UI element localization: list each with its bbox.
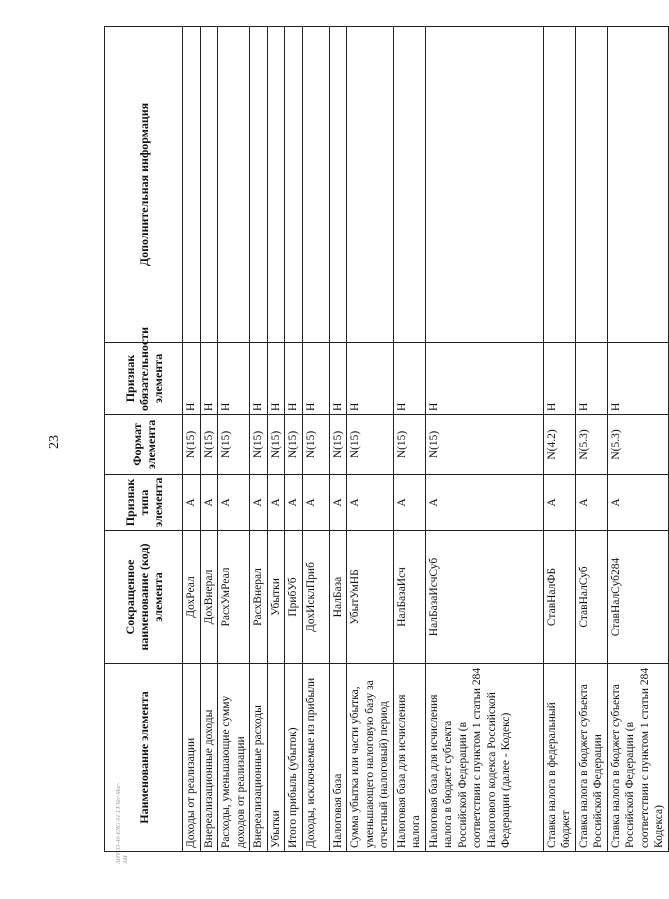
table-header-row: [105, 27, 183, 852]
table-row: [425, 27, 543, 852]
cell-format: N(15): [183, 415, 201, 475]
cell-element-name: Налоговая база: [329, 664, 347, 852]
cell-element-name: Налоговая база для исчисления налога: [393, 664, 425, 852]
cell-type-flag: А: [302, 475, 329, 531]
cell-additional-info: [347, 27, 394, 343]
cell-element-name: Расходы, уменьшающие сумму доходов от реализации: [218, 664, 250, 852]
table-row: [347, 27, 394, 852]
header-type-flag: Признак типа элемента: [105, 475, 183, 531]
cell-short-code: НалБазаИсчСуб: [425, 531, 543, 664]
cell-type-flag: А: [575, 475, 607, 531]
cell-additional-info: [200, 27, 218, 343]
cell-short-code: НалБаза: [329, 531, 347, 664]
cell-required-flag: Н: [607, 343, 668, 415]
cell-additional-info: [267, 27, 285, 343]
cell-format: N(4.2): [543, 415, 575, 475]
table-row: [183, 27, 201, 852]
table-row: [543, 27, 575, 852]
cell-type-flag: А: [183, 475, 201, 531]
cell-element-name: Убытки: [267, 664, 285, 852]
table-row: [200, 27, 218, 852]
cell-format: N(15): [393, 415, 425, 475]
page-number: 23: [47, 435, 62, 449]
cell-type-flag: А: [347, 475, 394, 531]
cell-required-flag: Н: [543, 343, 575, 415]
cell-short-code: РасхВнерал: [250, 531, 268, 664]
cell-format: N(15): [329, 415, 347, 475]
cell-format: N(15): [347, 415, 394, 475]
cell-additional-info: [425, 27, 543, 343]
cell-required-flag: Н: [425, 343, 543, 415]
cell-type-flag: А: [200, 475, 218, 531]
cell-format: N(5.3): [575, 415, 607, 475]
cell-type-flag: А: [543, 475, 575, 531]
cell-required-flag: Н: [285, 343, 303, 415]
table-row: [285, 27, 303, 852]
cell-short-code: СтавНалСуб: [575, 531, 607, 664]
cell-element-name: Доходы от реализации: [183, 664, 201, 852]
cell-type-flag: А: [393, 475, 425, 531]
cell-element-name: Ставка налога в федеральный бюджет: [543, 664, 575, 852]
cell-short-code: ДохИсклПриб: [302, 531, 329, 664]
cell-format: N(15): [425, 415, 543, 475]
header-short-code: Сокращенное наименование (код) элемента: [105, 531, 183, 664]
cell-required-flag: Н: [218, 343, 250, 415]
cell-type-flag: А: [329, 475, 347, 531]
cell-format: N(5.3): [607, 415, 668, 475]
cell-required-flag: Н: [393, 343, 425, 415]
cell-element-name: Ставка налога в бюджет субъекта Российской Федерации: [575, 664, 607, 852]
cell-additional-info: [329, 27, 347, 343]
cell-additional-info: [607, 27, 668, 343]
table-row: [302, 27, 329, 852]
cell-short-code: ПрибУб: [285, 531, 303, 664]
cell-required-flag: Н: [302, 343, 329, 415]
table-body: [183, 27, 669, 852]
cell-format: N(15): [218, 415, 250, 475]
cell-short-code: Убытки: [267, 531, 285, 664]
cell-type-flag: А: [285, 475, 303, 531]
cell-required-flag: Н: [347, 343, 394, 415]
table-row: [607, 27, 668, 852]
cell-format: N(15): [250, 415, 268, 475]
cell-required-flag: Н: [329, 343, 347, 415]
cell-required-flag: Н: [575, 343, 607, 415]
table-row: [250, 27, 268, 852]
cell-additional-info: [575, 27, 607, 343]
cell-short-code: СтавНалСуб284: [607, 531, 668, 664]
cell-required-flag: Н: [250, 343, 268, 415]
cell-required-flag: Н: [267, 343, 285, 415]
cell-element-name: Налоговая база для исчисления налога в бюджет субъекта Российской Федерации (в соответствии с пунктом 1 статьи 284 Налогового кодекса Российской Федерации (далее - Кодекс): [425, 664, 543, 852]
cell-format: N(15): [302, 415, 329, 475]
cell-short-code: УбытУмНБ: [347, 531, 394, 664]
header-additional-info: Дополнительная информация: [105, 27, 183, 343]
table-row: [393, 27, 425, 852]
cell-additional-info: [218, 27, 250, 343]
cell-element-name: Итого прибыль (убыток): [285, 664, 303, 852]
header-element-name: Наименование элемента: [105, 664, 183, 852]
scan-stamp: AHV-33-40-ENG-01-LT-Ver-Mar-AM: [116, 782, 129, 864]
cell-format: N(15): [200, 415, 218, 475]
cell-additional-info: [393, 27, 425, 343]
elements-table: [104, 26, 669, 852]
cell-element-name: Сумма убытка или части убытка, уменьшающего налоговую базу за отчетный (налоговый) период: [347, 664, 394, 852]
cell-type-flag: А: [425, 475, 543, 531]
cell-element-name: Внереализационные расходы: [250, 664, 268, 852]
table-row: [329, 27, 347, 852]
cell-short-code: ДохВнерал: [200, 531, 218, 664]
table-row: [267, 27, 285, 852]
cell-element-name: Ставка налога в бюджет субъекта Российской Федерации (в соответствии с пунктом 1 статьи 284 Кодекса): [607, 664, 668, 852]
cell-type-flag: А: [607, 475, 668, 531]
cell-additional-info: [302, 27, 329, 343]
cell-additional-info: [543, 27, 575, 343]
cell-required-flag: Н: [183, 343, 201, 415]
cell-type-flag: А: [218, 475, 250, 531]
cell-short-code: СтавНалФБ: [543, 531, 575, 664]
header-format: Формат элемента: [105, 415, 183, 475]
cell-short-code: ДохРеал: [183, 531, 201, 664]
cell-required-flag: Н: [200, 343, 218, 415]
cell-additional-info: [250, 27, 268, 343]
cell-element-name: Доходы, исключаемые из прибыли: [302, 664, 329, 852]
cell-short-code: РасхУмРеал: [218, 531, 250, 664]
cell-format: N(15): [267, 415, 285, 475]
table-row: [218, 27, 250, 852]
cell-additional-info: [183, 27, 201, 343]
cell-format: N(15): [285, 415, 303, 475]
rotated-table-container: [104, 26, 665, 852]
cell-short-code: НалБазаИсч: [393, 531, 425, 664]
cell-type-flag: А: [250, 475, 268, 531]
header-required-flag: Признак обязательности элемента: [105, 343, 183, 415]
cell-type-flag: А: [267, 475, 285, 531]
cell-element-name: Внереализационные доходы: [200, 664, 218, 852]
cell-additional-info: [285, 27, 303, 343]
table-row: [575, 27, 607, 852]
